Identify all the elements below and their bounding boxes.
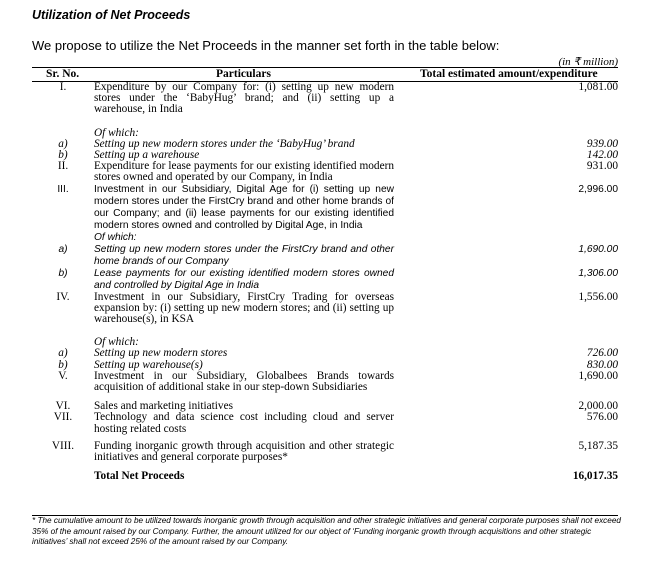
amount-cell: 939.00 (586, 137, 618, 150)
amount-cell: 142.00 (586, 149, 618, 162)
total-row (32, 471, 618, 482)
amount-cell: 1,690.00 (578, 369, 618, 382)
amount-cell: 5,187.35 (578, 439, 618, 452)
table-row (32, 371, 618, 401)
amount-cell: 576.00 (586, 411, 618, 424)
proceeds-table-body (32, 82, 618, 482)
column-header-particulars: Particulars (216, 68, 271, 80)
table-row (32, 348, 618, 359)
amount-cell: 931.00 (586, 160, 618, 173)
sr-no-cell: III. (57, 183, 69, 195)
table-row (32, 292, 618, 338)
particulars-cell: Of which: (94, 231, 137, 243)
particulars-cell: Expenditure by our Company for: (i) setting up new modern stores under the ‘BabyHug’ brand; and (ii) setting up a warehouse, in India (94, 81, 394, 116)
sr-no-cell: b) (58, 358, 68, 371)
sr-no-cell: IV. (56, 290, 70, 303)
sr-no-cell: a) (58, 347, 68, 360)
particulars-cell: Of which: (94, 336, 139, 349)
sr-no-cell: VI. (55, 400, 71, 413)
particulars-cell: Setting up a warehouse (94, 149, 200, 162)
column-header-amount: Total estimated amount/expenditure (420, 68, 598, 80)
table-row (32, 184, 618, 232)
particulars-cell: Investment in our Subsidiary, FirstCry Trading for overseas expansion by: (i) setting up new modern stores; and (ii) setting up warehouse(s), in KSA (94, 290, 394, 326)
particulars-cell: Of which: (94, 126, 139, 139)
particulars-cell: Technology and data science cost including cloud and server hosting related costs (94, 411, 394, 435)
particulars-cell: Investment in our Subsidiary, Globalbees Brands towards acquisition of additional stake in our step-down Subsidiaries (94, 369, 394, 394)
amount-cell: 2,996.00 (578, 183, 618, 195)
amount-cell: 1,556.00 (578, 290, 618, 303)
particulars-cell: Setting up new modern stores under the ‘BabyHug’ brand (94, 137, 355, 150)
table-row (32, 268, 618, 292)
amount-cell (394, 337, 618, 348)
sr-no-cell: b) (58, 149, 68, 162)
sr-no-cell: II. (57, 160, 69, 173)
amount-cell: 16,017.35 (572, 470, 618, 483)
sr-no-cell: VII. (53, 411, 73, 424)
unit-label: (in ₹ million) (558, 56, 618, 68)
sr-no-cell: I. (59, 81, 67, 93)
table-row (32, 412, 618, 440)
amount-cell: 830.00 (586, 358, 618, 371)
particulars-cell: Expenditure for lease payments for our existing identified modern stores owned and operated by our Company, in India (94, 160, 394, 184)
particulars-cell: Funding inorganic growth through acquisition and other strategic initiatives and general corporate purposes* (94, 439, 394, 464)
amount-cell: 2,000.00 (578, 400, 618, 413)
particulars-cell: Setting up new modern stores under the FirstCry brand and other home brands of our Company (94, 243, 394, 267)
particulars-cell: Total Net Proceeds (94, 470, 185, 483)
amount-cell (394, 128, 618, 139)
sr-no-cell (32, 471, 94, 482)
table-row (32, 244, 618, 268)
sr-no-cell: VIII. (51, 439, 75, 452)
table-row (32, 161, 618, 183)
section-heading: Utilization of Net Proceeds (32, 8, 191, 22)
amount-cell: 1,081.00 (578, 81, 618, 93)
particulars-cell: Lease payments for our existing identified modern stores owned and controlled by Digital Age in India (94, 267, 394, 291)
amount-cell (394, 232, 618, 244)
particulars-cell: Setting up warehouse(s) (94, 358, 203, 371)
sr-no-cell: b) (58, 267, 68, 279)
particulars-cell: Sales and marketing initiatives (94, 400, 233, 413)
particulars-cell: Investment in our Subsidiary, Digital Age for (i) setting up new modern stores under the FirstCry brand and other home brands of our Company; and (ii) lease payments for our existing identified modern stores owned and controlled by Digital Age, in India (94, 183, 394, 231)
table-row (32, 441, 618, 471)
table-row (32, 82, 618, 128)
particulars-cell: Setting up new modern stores (94, 347, 228, 360)
sr-no-cell (32, 232, 94, 244)
sr-no-cell: a) (58, 137, 68, 150)
sr-no-cell: V. (58, 369, 68, 382)
footnote: * The cumulative amount to be utilized towards inorganic growth through acquisition and other strategic initiatives and general corporate purposes shall not exceed 35% of the amount raised by our Company. Further, the amount utilized for our object of ‘Funding inorganic growth through acquisitions and other strategic initiatives’ shall not exceed 25% of the amount raised by our Company. (32, 516, 621, 547)
table-row (32, 232, 618, 244)
intro-text: We propose to utilize the Net Proceeds in the manner set forth in the table below: (32, 38, 500, 53)
amount-cell: 1,306.00 (578, 267, 618, 279)
sr-no-cell: a) (58, 243, 68, 255)
column-header-sr: Sr. No. (46, 68, 80, 80)
amount-cell: 726.00 (586, 347, 618, 360)
amount-cell: 1,690.00 (578, 243, 618, 255)
